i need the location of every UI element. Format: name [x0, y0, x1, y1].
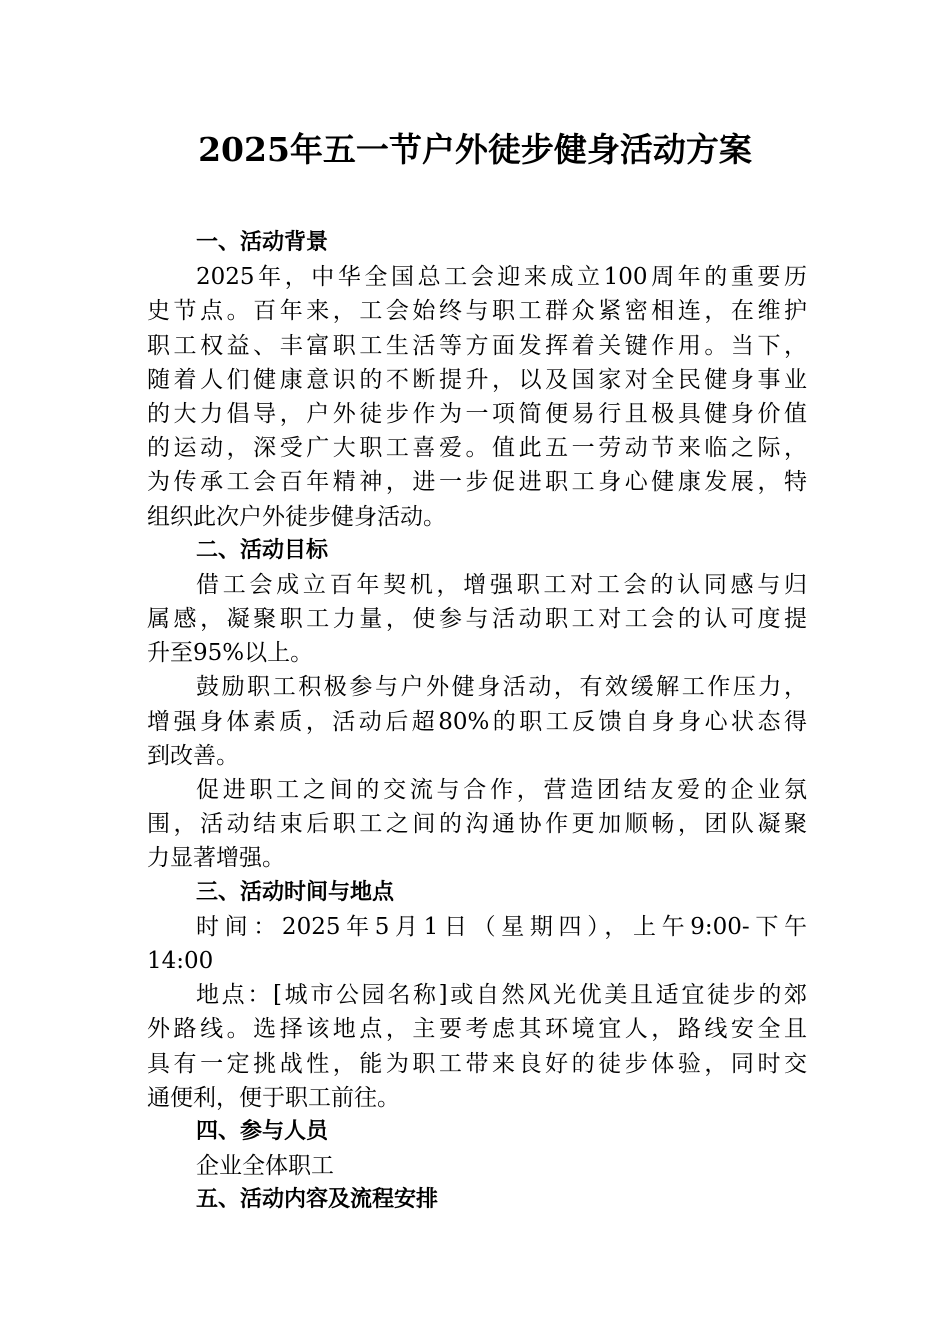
paragraph-line: 的运动，深受广大职工喜爱。值此五一劳动节来临之际，	[147, 435, 807, 462]
section-heading: 三、活动时间与地点	[196, 879, 395, 905]
section-heading: 五、活动内容及流程安排	[196, 1187, 439, 1213]
paragraph-line: 升至95%以上。	[147, 640, 314, 667]
paragraph-line: 属感，凝聚职工力量，使参与活动职工对工会的认可度提	[147, 606, 807, 633]
paragraph-line: 2025年，中华全国总工会迎来成立100周年的重要历	[196, 264, 807, 291]
paragraph-line: 地点：[城市公园名称]或自然风光优美且适宜徒步的郊	[196, 982, 807, 1009]
paragraph-line: 具有一定挑战性，能为职工带来良好的徒步体验，同时交	[147, 1050, 807, 1077]
paragraph-line: 到改善。	[147, 742, 239, 769]
section-heading: 二、活动目标	[196, 537, 329, 563]
document-title: 2025年五一节户外徒步健身活动方案	[198, 130, 752, 169]
paragraph-line: 企业全体职工	[196, 1153, 334, 1180]
paragraph-line: 外路线。选择该地点，主要考虑其环境宜人，路线安全且	[147, 1016, 807, 1043]
paragraph-line: 促进职工之间的交流与合作，营造团结友爱的企业氛	[196, 777, 807, 803]
paragraph-line: 力显著增强。	[147, 845, 285, 872]
paragraph-line: 鼓励职工积极参与户外健身活动，有效缓解工作压力，	[196, 674, 807, 701]
paragraph-line: 时间：2025年5月1日（星期四），上午9:00-下午	[196, 913, 807, 940]
section-heading: 一、活动背景	[196, 230, 329, 255]
paragraph-line: 职工权益、丰富职工生活等方面发挥着关键作用。当下，	[147, 332, 807, 359]
paragraph-line: 借工会成立百年契机，增强职工对工会的认同感与归	[196, 571, 807, 598]
paragraph-line: 的大力倡导，户外徒步作为一项简便易行且极具健身价值	[147, 400, 807, 427]
paragraph-line: 史节点。百年来，工会始终与职工群众紧密相连，在维护	[147, 298, 807, 325]
paragraph-line: 通便利，便于职工前往。	[147, 1084, 400, 1111]
document-body	[147, 226, 807, 1217]
paragraph-line: 增强身体素质，活动后超80%的职工反馈自身身心状态得	[147, 708, 807, 735]
paragraph-line: 为传承工会百年精神，进一步促进职工身心健康发展，特	[147, 469, 807, 496]
paragraph-line: 14:00	[147, 947, 214, 974]
paragraph-line: 组织此次户外徒步健身活动。	[147, 503, 446, 530]
paragraph-line: 随着人们健康意识的不断提升，以及国家对全民健身事业	[147, 366, 807, 393]
paragraph-line: 围，活动结束后职工之间的沟通协作更加顺畅，团队凝聚	[147, 811, 807, 838]
section-heading: 四、参与人员	[196, 1118, 329, 1144]
